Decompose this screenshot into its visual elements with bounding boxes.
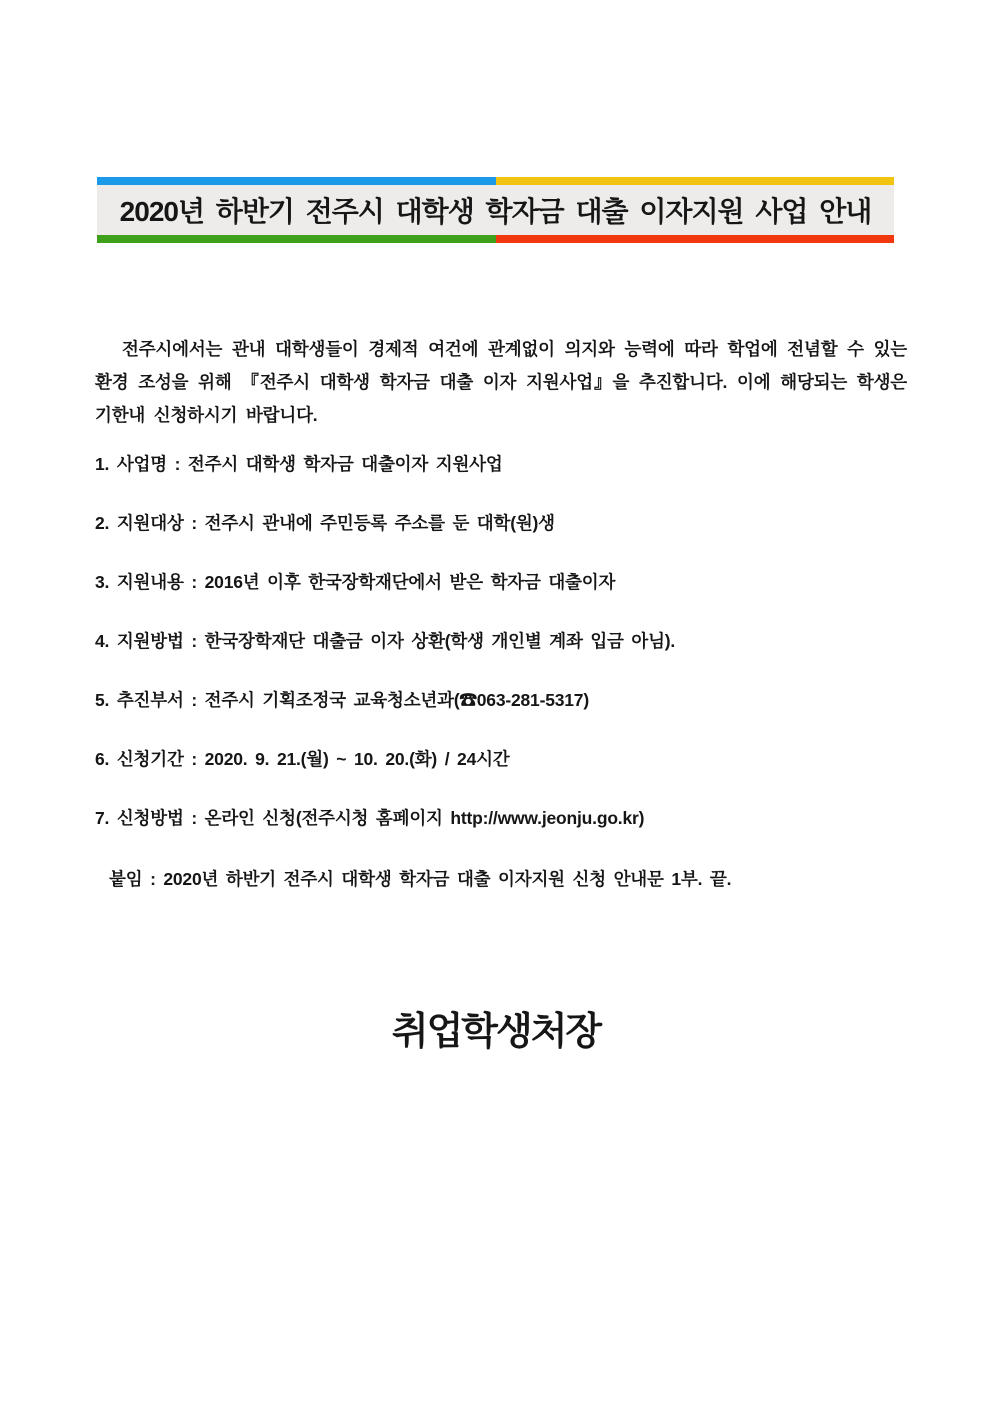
banner-bottom-bar-green-segment [97,235,496,243]
attachment-line: 붙임 : 2020년 하반기 전주시 대학생 학자금 대출 이자지원 신청 안내문 1부. 끝. [109,869,732,889]
list-item-eligibility: 2. 지원대상 : 전주시 관내에 주민등록 주소를 둔 대학(원)생 [95,513,555,533]
intro-paragraph: 전주시에서는 관내 대학생들이 경제적 여건에 관계없이 의지와 능력에 따라 학업에 전념할 수 있는 환경 조성을 위해 『전주시 대학생 학자금 대출 이자 지원사업』을 추진합니다. 이에 해당되는 학생은 기한내 신청하시기 바랍니다. [95,339,907,425]
banner-top-bar [97,177,894,185]
banner-top-bar-yellow-segment [496,177,895,185]
banner-top-bar-blue-segment [97,177,496,185]
list-item-application-method: 7. 신청방법 : 온라인 신청(전주시청 홈페이지 http://www.jeonju.go.kr) [95,808,645,828]
banner-bottom-bar-red-segment [496,235,895,243]
title-strip [97,185,894,235]
list-item-support-method: 4. 지원방법 : 한국장학재단 대출금 이자 상환(학생 개인별 계좌 입금 아님). [95,631,676,651]
list-item-application-period: 6. 신청기간 : 2020. 9. 21.(월) ~ 10. 20.(화) / 24시간 [95,749,510,769]
title-banner [97,177,894,243]
document-title: 2020년 하반기 전주시 대학생 학자금 대출 이자지원 사업 안내 [119,196,872,227]
signature: 취업학생처장 [391,1011,601,1053]
list-item-support-details: 3. 지원내용 : 2016년 이후 한국장학재단에서 받은 학자금 대출이자 [95,572,616,592]
list-item-project-name: 1. 사업명 : 전주시 대학생 학자금 대출이자 지원사업 [95,454,503,474]
list-item-department: 5. 추진부서 : 전주시 기획조정국 교육청소년과(☎063-281-5317) [95,690,589,710]
program-info-list [95,455,907,868]
banner-bottom-bar [97,235,894,243]
